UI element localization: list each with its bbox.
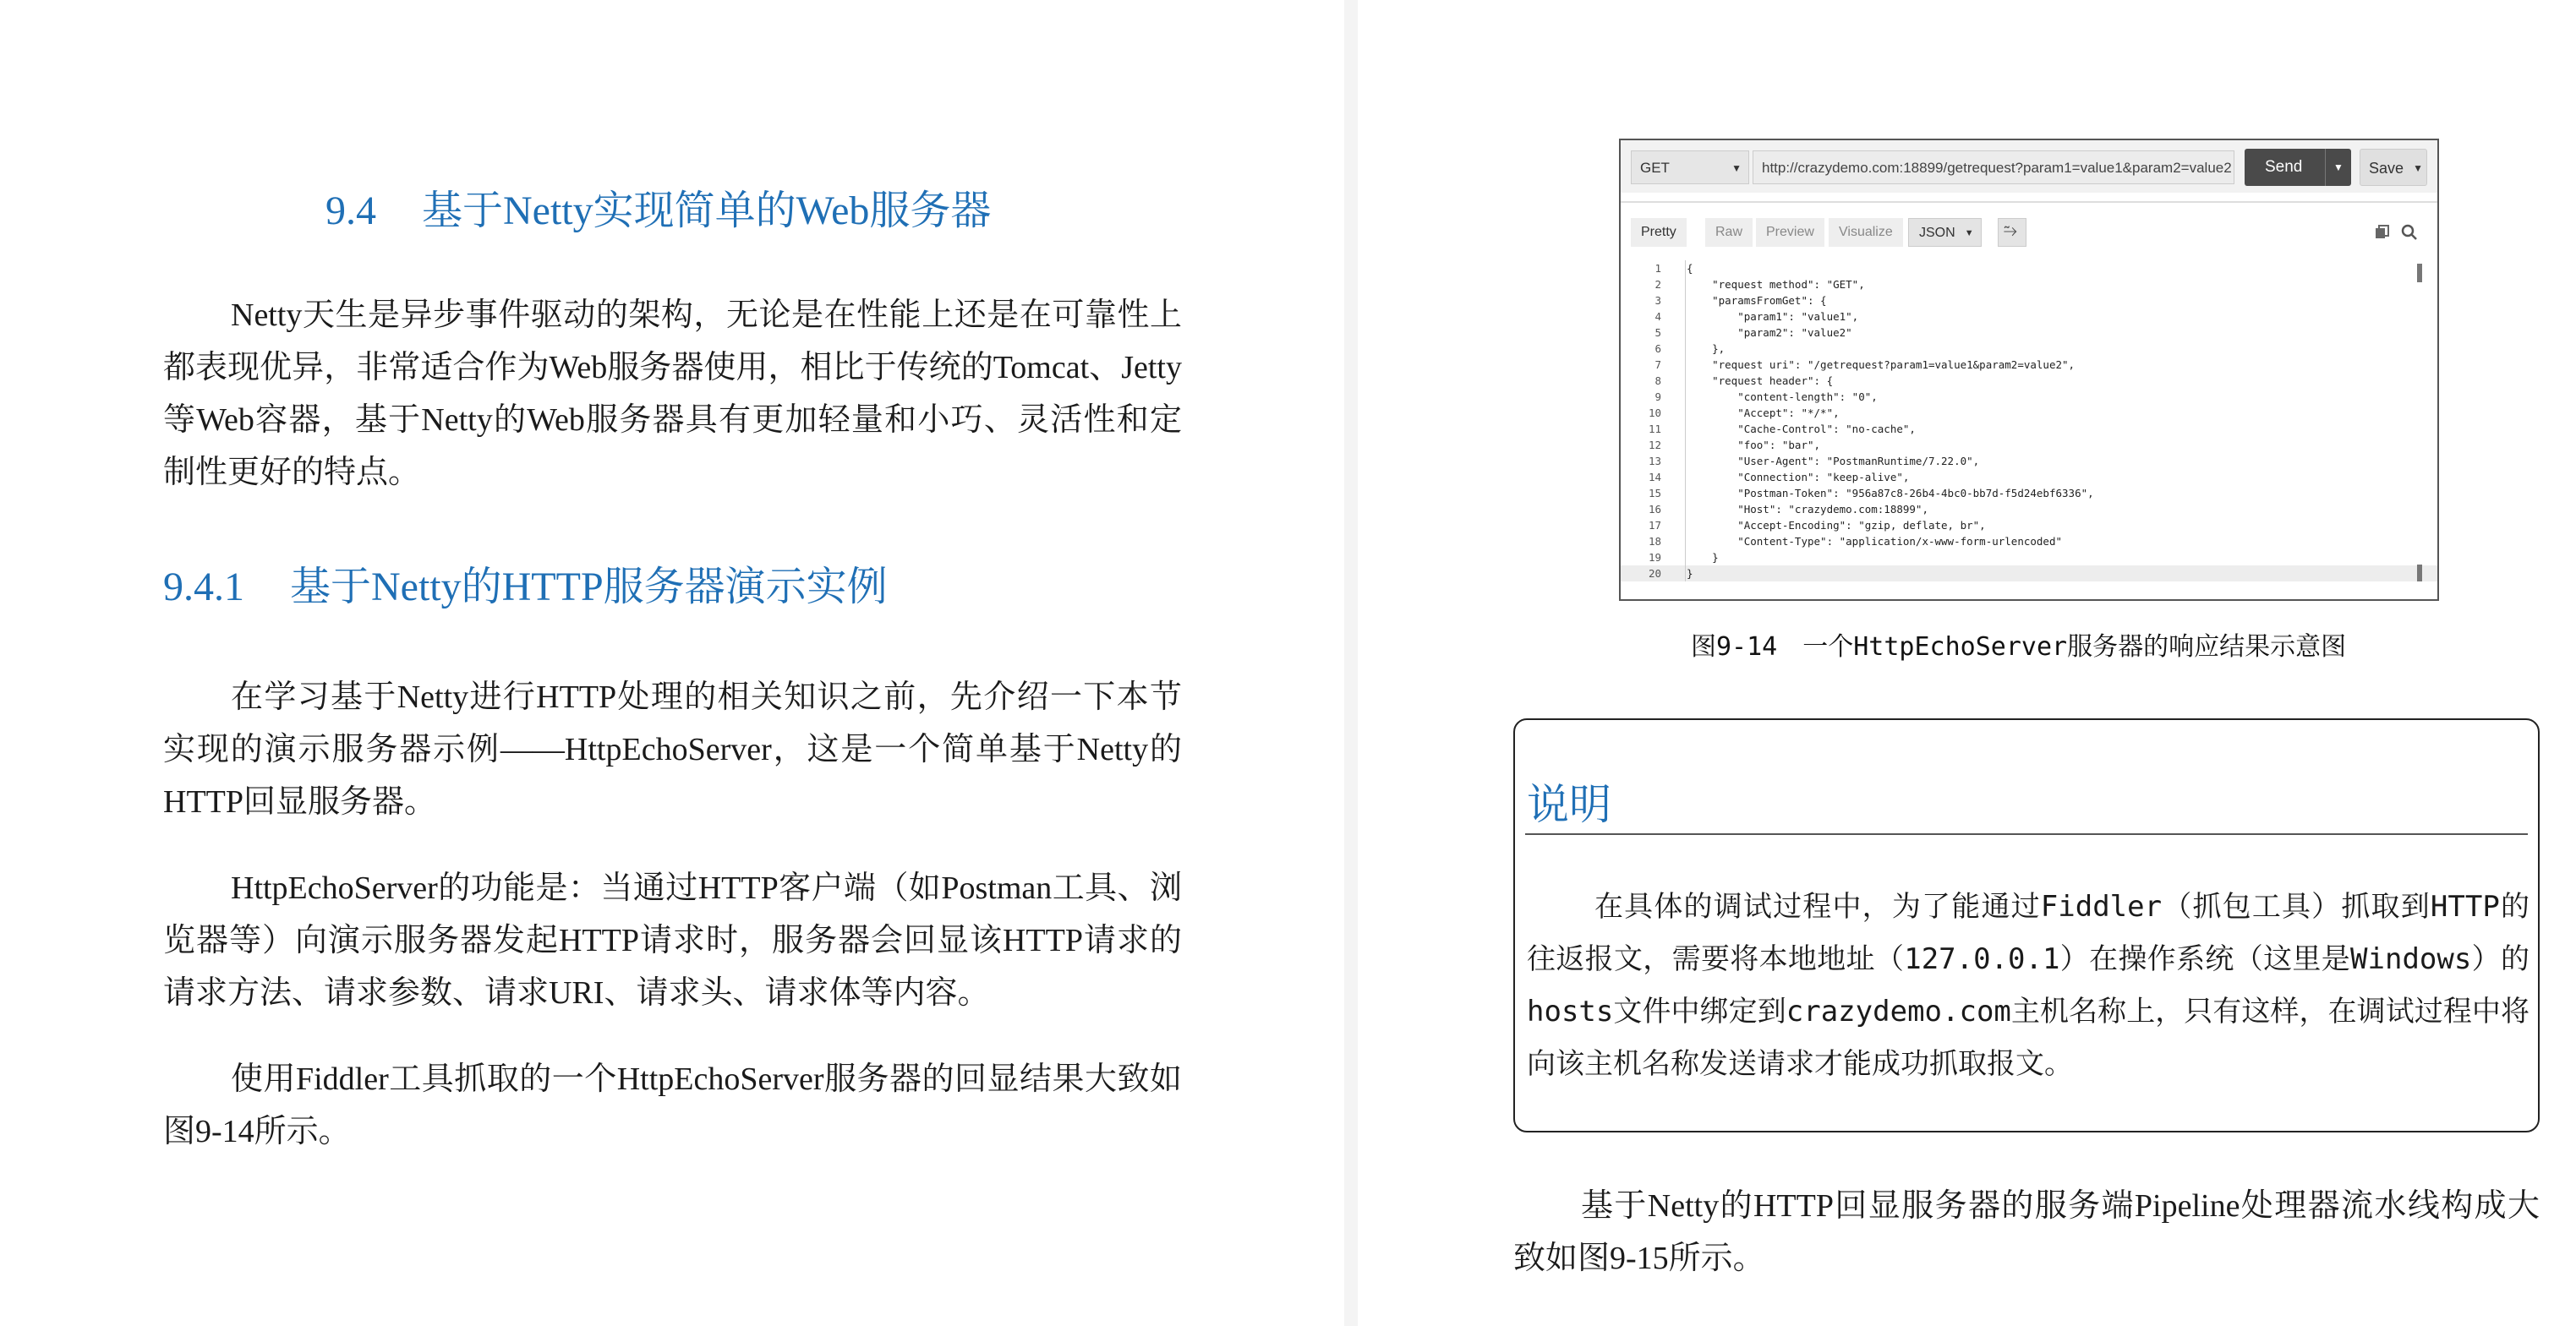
section-heading xyxy=(325,177,991,236)
note-body: 在具体的调试过程中，为了能通过Fiddler（抓包工具）抓取到HTTP的往返报文，需要将本地地址（127.0.0.1）在操作系统（这里是Windows）的hosts文件中绑定到crazydemo.com主机名称上，只有这样，在调试过程中将向该主机名称发送请求才能成功抓取报文。 xyxy=(1527,890,2530,1081)
line-number: 9 xyxy=(1654,390,1661,403)
tab-raw[interactable]: Raw xyxy=(1705,218,1753,247)
code-text: "content-length": "0", xyxy=(1687,390,1878,403)
line-number: 1 xyxy=(1654,262,1661,275)
tab-pretty[interactable]: Pretty xyxy=(1631,218,1687,247)
code-text: "User-Agent": "PostmanRuntime/7.22.0", xyxy=(1687,455,1980,467)
section-number: 9.4 xyxy=(325,188,376,233)
chevron-down-icon: ▼ xyxy=(2413,162,2423,174)
line-number: 6 xyxy=(1654,342,1661,355)
search-icon[interactable] xyxy=(2400,223,2419,242)
scrollbar-top[interactable] xyxy=(2417,264,2422,282)
line-number: 13 xyxy=(1648,455,1661,467)
line-number: 19 xyxy=(1648,551,1661,564)
figure-caption: 图9-14 一个HttpEchoServer服务器的响应结果示意图 xyxy=(1691,632,2347,662)
line-number: 15 xyxy=(1648,487,1661,499)
line-number: 3 xyxy=(1654,294,1661,307)
save-button[interactable] xyxy=(2360,149,2427,186)
line-number: 17 xyxy=(1648,519,1661,532)
note-title: 说明 xyxy=(1527,780,1611,829)
line-number: 4 xyxy=(1654,310,1661,323)
code-text: "Connection": "keep-alive", xyxy=(1687,471,1910,483)
tab-preview[interactable]: Preview xyxy=(1756,218,1824,247)
chevron-down-icon: ▼ xyxy=(1731,162,1742,174)
line-number: 8 xyxy=(1654,374,1661,387)
body-paragraph: HttpEchoServer的功能是：当通过HTTP客户端（如Postman工具、浏览器等）向演示服务器发起HTTP请求时，服务器会回显该HTTP请求的请求方法、请求参数、请求URI、请求头、请求体等内容。 xyxy=(163,870,1182,1011)
subsection-number: 9.4.1 xyxy=(163,565,244,609)
chevron-down-icon[interactable]: ▼ xyxy=(2325,149,2351,186)
section-title: 基于Netty实现简单的Web服务器 xyxy=(422,188,992,233)
note-divider xyxy=(1525,833,2528,835)
code-text: "Host": "crazydemo.com:18899", xyxy=(1687,503,1928,516)
line-number: 5 xyxy=(1654,326,1661,339)
send-button[interactable] xyxy=(2245,149,2351,186)
format-select[interactable] xyxy=(1908,218,1982,247)
scrollbar-bottom[interactable] xyxy=(2417,565,2422,581)
code-text: "Cache-Control": "no-cache", xyxy=(1687,423,1916,435)
code-text: "foo": "bar", xyxy=(1687,439,1821,451)
note-box xyxy=(1513,718,2540,1132)
code-text: }, xyxy=(1687,342,1726,355)
code-text: "Postman-Token": "956a87c8-26b4-4bc0-bb7d-f5d24ebf6336", xyxy=(1687,487,2094,499)
line-number: 20 xyxy=(1648,567,1661,580)
line-number: 14 xyxy=(1648,471,1661,483)
code-text: } xyxy=(1687,551,1719,564)
code-text: "request uri": "/getrequest?param1=value1&param2=value2", xyxy=(1687,358,2076,371)
line-number: 18 xyxy=(1648,535,1661,548)
code-text: { xyxy=(1687,262,1693,275)
save-label: Save xyxy=(2369,160,2404,177)
current-line-highlight xyxy=(1621,565,2437,581)
line-number: 7 xyxy=(1654,358,1661,371)
send-label: Send xyxy=(2265,158,2303,176)
chevron-down-icon: ▼ xyxy=(1964,228,1974,238)
code-text: "Content-Type": "application/x-www-form-urlencoded" xyxy=(1687,535,2063,548)
copy-icon[interactable] xyxy=(2373,223,2392,242)
right-paragraph: 基于Netty的HTTP回显服务器的服务端Pipeline处理器流水线构成大致如图9-15所示。 xyxy=(1513,1188,2540,1276)
body-paragraph: 在学习基于Netty进行HTTP处理的相关知识之前，先介绍一下本节实现的演示服务器示例——HttpEchoServer，这是一个简单基于Netty的HTTP回显服务器。 xyxy=(163,679,1182,820)
tab-visualize[interactable]: Visualize xyxy=(1829,218,1903,247)
code-text: } xyxy=(1687,567,1693,580)
gutter-divider xyxy=(1685,260,1686,581)
method-label: GET xyxy=(1640,160,1670,176)
code-text: "paramsFromGet": { xyxy=(1687,294,1827,307)
subsection-title: 基于Netty的HTTP服务器演示实例 xyxy=(290,565,888,609)
line-number: 12 xyxy=(1648,439,1661,451)
wrap-lines-button[interactable] xyxy=(1998,218,2026,247)
line-number: 2 xyxy=(1654,278,1661,291)
wrap-icon: ⥲ xyxy=(2004,221,2017,240)
intro-paragraph: Netty天生是异步事件驱动的架构，无论是在性能上还是在可靠性上都表现优异，非常适合作为Web服务器使用，相比于传统的Tomcat、Jetty等Web容器，基于Netty的Web服务器具有更加轻量和小巧、灵活性和定制性更好的特点。 xyxy=(163,297,1182,490)
code-text: "Accept": "*/*", xyxy=(1687,407,1840,419)
code-text: "param1": "value1", xyxy=(1687,310,1859,323)
line-number: 16 xyxy=(1648,503,1661,516)
method-select[interactable] xyxy=(1631,150,1749,184)
format-label: JSON xyxy=(1919,226,1955,240)
divider xyxy=(1621,201,2437,203)
body-paragraph: 使用Fiddler工具抓取的一个HttpEchoServer服务器的回显结果大致如图9-14所示。 xyxy=(163,1061,1182,1149)
code-text: "request header": { xyxy=(1687,374,1834,387)
code-text: "request method": "GET", xyxy=(1687,278,1865,291)
line-number: 11 xyxy=(1648,423,1661,435)
postman-screenshot-figure xyxy=(1619,139,2439,601)
code-text: "param2": "value2" xyxy=(1687,326,1852,339)
line-number: 10 xyxy=(1648,407,1661,419)
subsection-heading xyxy=(163,554,888,612)
response-body xyxy=(1621,259,2437,597)
code-text: "Accept-Encoding": "gzip, deflate, br", xyxy=(1687,519,1986,532)
url-input[interactable]: http://crazydemo.com:18899/getrequest?param1=value1&param2=value2 xyxy=(1753,150,2234,184)
